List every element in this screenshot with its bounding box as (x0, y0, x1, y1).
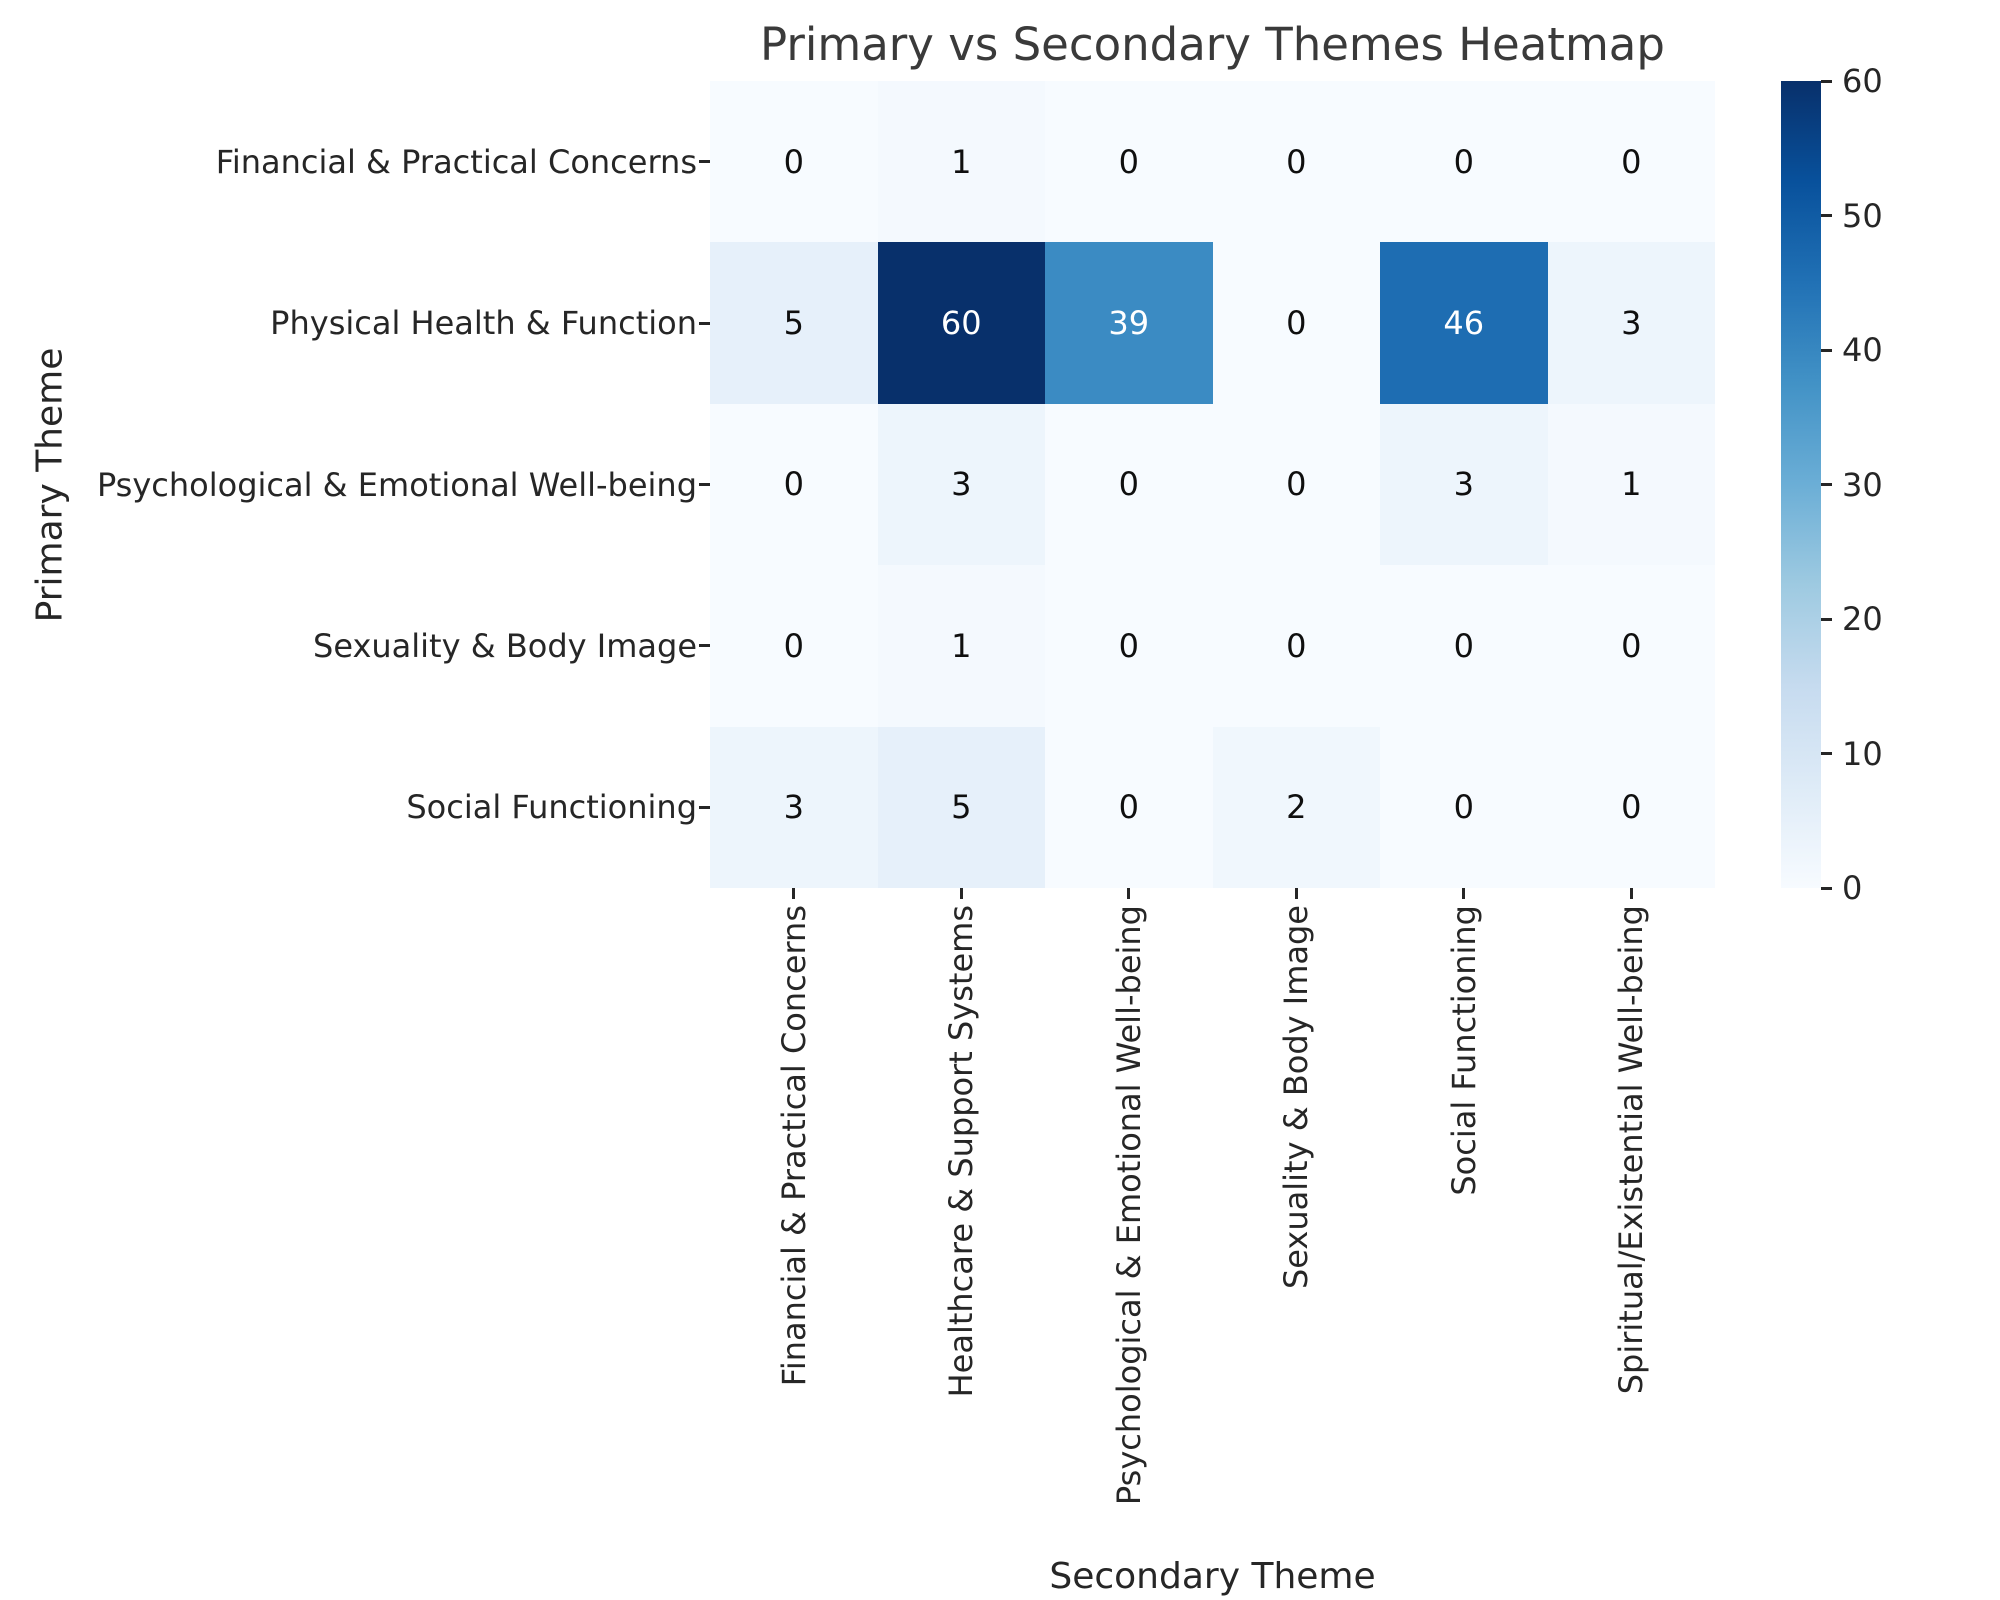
heatmap-cell (710, 81, 878, 242)
y-tick-label: Physical Health & Function (270, 304, 697, 343)
x-tick-label: Psychological & Emotional Well-being (1109, 905, 1148, 1506)
heatmap-cell (878, 242, 1046, 403)
heatmap-cell (1213, 242, 1381, 403)
heatmap-cell (1380, 242, 1548, 403)
colorbar-tick-mark (1821, 887, 1832, 890)
cell-value: 5 (783, 304, 804, 343)
heatmap-cell (1548, 81, 1716, 242)
cell-value: 0 (1621, 626, 1642, 665)
heatmap-cell (1213, 727, 1381, 888)
colorbar-tick-label: 40 (1842, 331, 1883, 369)
y-axis-title: Primary Theme (29, 347, 71, 623)
cell-value: 0 (1118, 626, 1139, 665)
heatmap-cell (1380, 727, 1548, 888)
x-tick-label: Financial & Practical Concerns (774, 905, 813, 1387)
y-tick-mark (699, 806, 710, 809)
colorbar-tick-mark (1821, 80, 1832, 83)
cell-value: 39 (1108, 304, 1150, 343)
cell-value: 0 (1286, 626, 1307, 665)
heatmap-cell (1045, 81, 1213, 242)
heatmap-cell (710, 565, 878, 726)
heatmap-cell (878, 404, 1046, 565)
x-tick-label: Spiritual/Existential Well-being (1612, 905, 1651, 1395)
heatmap-cell (1548, 565, 1716, 726)
cell-value: 46 (1443, 304, 1485, 343)
colorbar (1781, 81, 1821, 888)
colorbar-tick-label: 20 (1842, 600, 1883, 638)
colorbar-tick-label: 30 (1842, 465, 1883, 504)
heatmap-cell (1548, 404, 1716, 565)
heatmap-cell (1380, 565, 1548, 726)
colorbar-tick-mark (1821, 214, 1832, 217)
cell-value: 0 (1621, 788, 1642, 827)
heatmap-cell (1380, 81, 1548, 242)
heatmap-cell (1045, 242, 1213, 403)
cell-value: 3 (1453, 465, 1474, 504)
colorbar-tick-mark (1821, 349, 1832, 352)
heatmap-cell (1213, 404, 1381, 565)
cell-value: 0 (1453, 788, 1474, 827)
cell-value: 0 (1286, 465, 1307, 504)
colorbar-tick-mark (1821, 483, 1832, 486)
x-tick-label: Social Functioning (1444, 905, 1483, 1196)
heatmap-cell (1045, 727, 1213, 888)
cell-value: 0 (783, 626, 804, 665)
y-tick-label: Sexuality & Body Image (313, 626, 697, 665)
cell-value: 3 (1621, 304, 1642, 343)
cell-value: 5 (951, 788, 972, 827)
chart-title: Primary vs Secondary Themes Heatmap (760, 18, 1665, 71)
heatmap-cell (710, 727, 878, 888)
cell-value: 3 (951, 465, 972, 504)
y-tick-mark (699, 644, 710, 647)
cell-value: 0 (1621, 142, 1642, 181)
cell-value: 2 (1286, 788, 1307, 827)
y-tick-label: Psychological & Emotional Well-being (96, 465, 697, 504)
colorbar-tick-label: 60 (1842, 62, 1883, 100)
x-tick-mark (960, 888, 963, 899)
cell-value: 60 (940, 304, 982, 343)
colorbar-tick-mark (1821, 618, 1832, 621)
heatmap-cell (1045, 565, 1213, 726)
heatmap-cell (710, 404, 878, 565)
heatmap-cell (1380, 404, 1548, 565)
y-tick-mark (699, 322, 710, 325)
x-tick-mark (1630, 888, 1633, 899)
x-tick-mark (1462, 888, 1465, 899)
cell-value: 0 (1286, 142, 1307, 181)
x-tick-mark (792, 888, 795, 899)
x-axis-title: Secondary Theme (1049, 1556, 1376, 1597)
cell-value: 1 (1621, 465, 1642, 504)
cell-value: 0 (783, 142, 804, 181)
y-tick-label: Social Functioning (406, 788, 697, 827)
heatmap-grid (710, 81, 1715, 888)
colorbar-tick-mark (1821, 752, 1832, 755)
x-tick-mark (1295, 888, 1298, 899)
cell-value: 0 (1286, 304, 1307, 343)
y-tick-mark (699, 160, 710, 163)
colorbar-tick-label: 50 (1842, 196, 1883, 235)
x-tick-label: Healthcare & Support Systems (942, 905, 981, 1398)
cell-value: 0 (1118, 788, 1139, 827)
heatmap-cell (1213, 565, 1381, 726)
colorbar-tick-label: 0 (1842, 869, 1863, 907)
y-tick-mark (699, 483, 710, 486)
heatmap-cell (1213, 81, 1381, 242)
x-tick-label: Sexuality & Body Image (1277, 905, 1316, 1289)
heatmap-cell (710, 242, 878, 403)
heatmap-cell (1548, 242, 1716, 403)
cell-value: 0 (1118, 142, 1139, 181)
cell-value: 1 (951, 142, 972, 181)
cell-value: 1 (951, 626, 972, 665)
heatmap-cell (878, 727, 1046, 888)
cell-value: 0 (783, 465, 804, 504)
x-tick-mark (1127, 888, 1130, 899)
y-tick-label: Financial & Practical Concerns (215, 142, 697, 181)
cell-value: 3 (783, 788, 804, 827)
colorbar-tick-label: 10 (1842, 734, 1883, 773)
cell-value: 0 (1453, 142, 1474, 181)
heatmap-cell (1548, 727, 1716, 888)
heatmap-cell (878, 81, 1046, 242)
heatmap-cell (878, 565, 1046, 726)
cell-value: 0 (1453, 626, 1474, 665)
cell-value: 0 (1118, 465, 1139, 504)
heatmap-cell (1045, 404, 1213, 565)
